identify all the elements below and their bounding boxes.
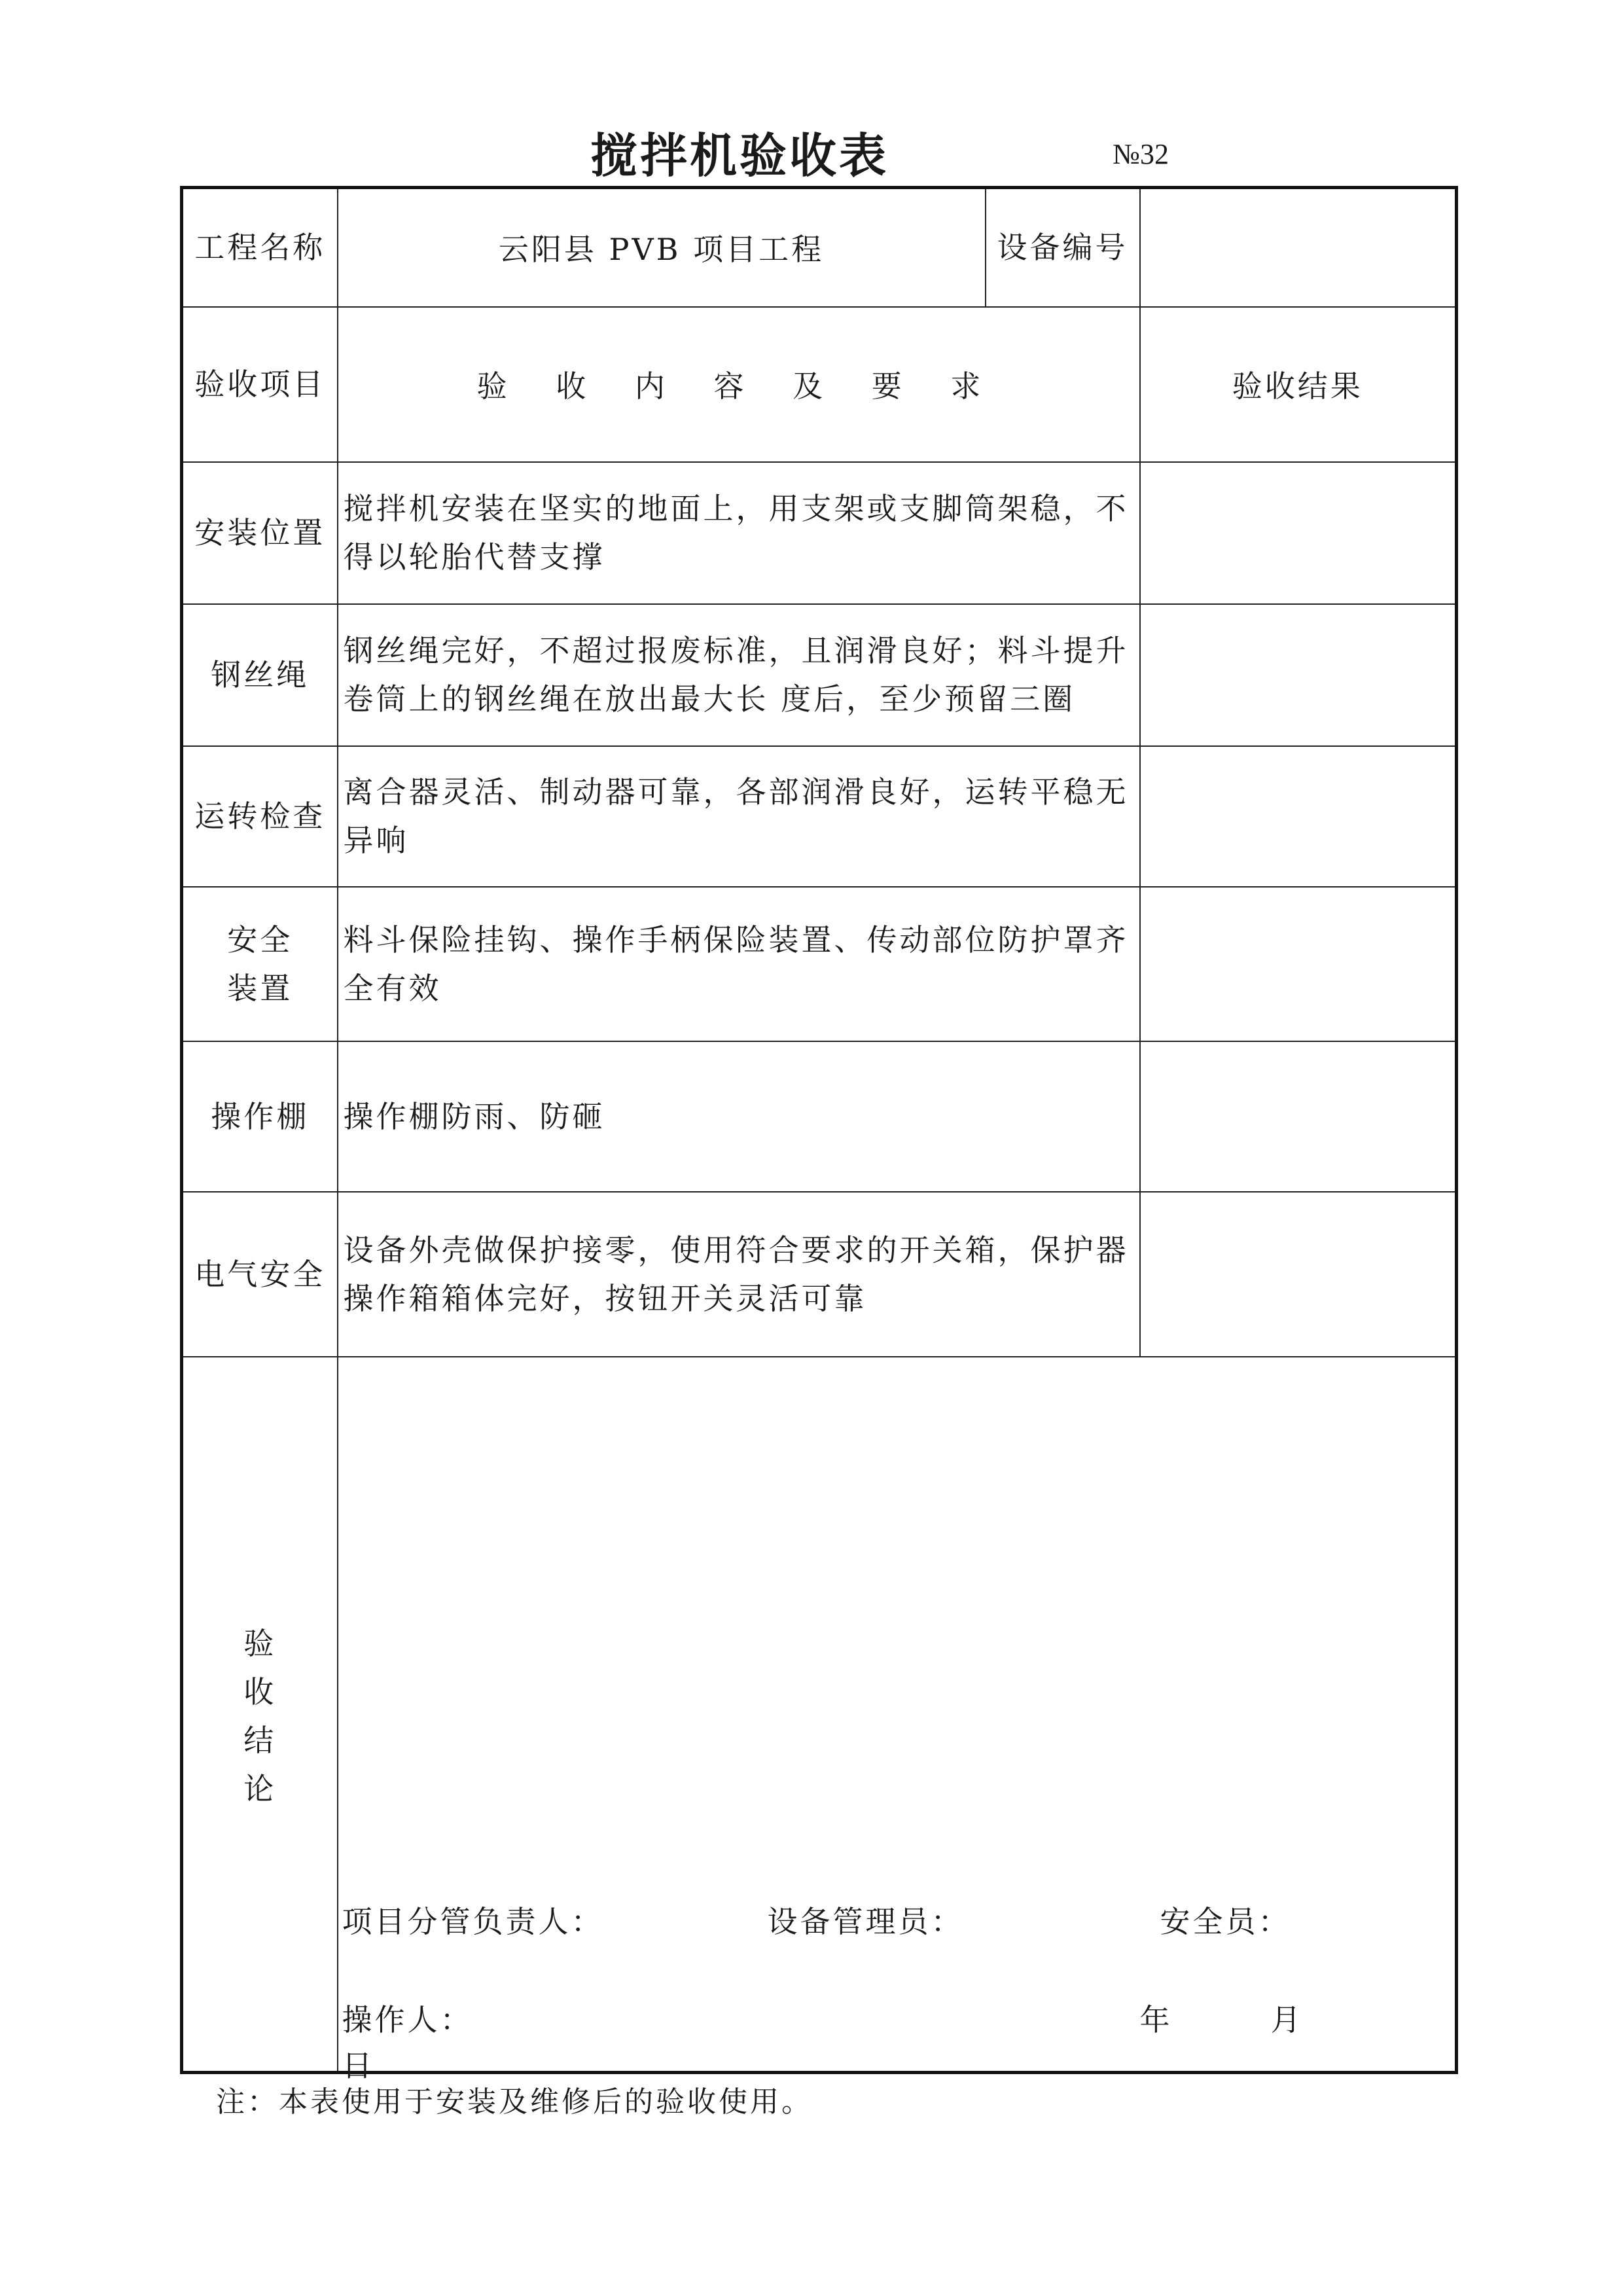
document-number: №32 xyxy=(1113,138,1169,170)
project-manager-signature: 项目分管负责人： xyxy=(342,1903,604,1939)
row-content-line: 操作箱箱体完好，按钮开关灵活可靠 xyxy=(343,1280,867,1316)
footnote: 注：本表使用于安装及维修后的验收使用。 xyxy=(216,2085,813,2119)
row-content xyxy=(338,887,1140,1041)
column-item-header: 验收项目 xyxy=(182,307,338,462)
row-result xyxy=(1140,462,1457,604)
row-content-line: 钢丝绳完好，不超过报废标准，且润滑良好；料斗提升 xyxy=(343,633,1129,668)
row-content xyxy=(338,462,1140,604)
column-content-header-text: 验 收 内 容 及 要 求 xyxy=(476,368,1001,404)
row-label-line: 钢丝绳 xyxy=(211,657,310,692)
row-result xyxy=(1140,887,1457,1041)
row-label-line: 安装位置 xyxy=(194,515,326,550)
column-content-header xyxy=(338,307,1140,462)
equipment-number-label: 设备编号 xyxy=(986,188,1140,307)
check-row-install-position xyxy=(182,462,1457,604)
check-row-operation-shed xyxy=(182,1041,1457,1192)
check-row-operation xyxy=(182,746,1457,887)
row-result xyxy=(1140,604,1457,746)
conclusion-label-char: 论 xyxy=(243,1770,277,1806)
column-header-row xyxy=(182,307,1457,462)
row-content xyxy=(338,1192,1140,1357)
equipment-manager-signature: 设备管理员： xyxy=(767,1903,964,1939)
row-label-line: 装置 xyxy=(227,970,293,1006)
date-day: 日 xyxy=(342,2047,375,2083)
project-name-value: 云阳县 PVB 项目工程 xyxy=(338,188,986,307)
equipment-number-value xyxy=(1140,188,1457,307)
row-label xyxy=(182,462,338,604)
row-label-line: 操作棚 xyxy=(211,1098,310,1134)
check-row-wire-rope xyxy=(182,604,1457,746)
conclusion-content xyxy=(338,1357,1457,2083)
column-result-header: 验收结果 xyxy=(1140,307,1457,462)
row-label-line: 安全 xyxy=(227,922,293,958)
row-result xyxy=(1140,746,1457,887)
row-content-line: 得以轮胎代替支撑 xyxy=(343,539,605,575)
conclusion-label xyxy=(182,1357,338,2073)
row-content-line: 料斗保险挂钩、操作手柄保险装置、传动部位防护罩齐 xyxy=(343,922,1129,958)
check-row-safety-device xyxy=(182,887,1457,1041)
row-content-line: 搅拌机安装在坚实的地面上，用支架或支脚筒架稳，不 xyxy=(343,491,1129,526)
date-month: 月 xyxy=(1270,2001,1304,2037)
conclusion-row xyxy=(182,1357,1457,2073)
row-content-line: 异响 xyxy=(343,823,409,858)
row-content-line: 卷筒上的钢丝绳在放出最大长 度后，至少预留三圈 xyxy=(343,681,1076,717)
row-label-line: 电气安全 xyxy=(194,1256,326,1292)
row-label-line: 运转检查 xyxy=(194,798,326,834)
conclusion-label-char: 收 xyxy=(243,1674,277,1710)
row-content xyxy=(338,1041,1140,1192)
operator-signature: 操作人： xyxy=(342,2001,473,2037)
row-content-line: 设备外壳做保护接零，使用符合要求的开关箱，保护器 xyxy=(343,1232,1129,1268)
row-content-line: 全有效 xyxy=(343,970,442,1006)
row-content-line: 离合器灵活、制动器可靠，各部润滑良好，运转平稳无 xyxy=(343,774,1129,810)
row-label xyxy=(182,887,338,1041)
signature-row xyxy=(342,1897,1455,1946)
date-year: 年 xyxy=(1139,2001,1173,2037)
acceptance-table xyxy=(180,186,1458,2083)
check-row-electrical-safety xyxy=(182,1192,1457,1357)
safety-officer-signature: 安全员： xyxy=(1160,1903,1291,1939)
row-label xyxy=(182,1192,338,1357)
project-name-label: 工程名称 xyxy=(182,188,338,307)
row-content xyxy=(338,746,1140,887)
conclusion-label-char: 验 xyxy=(243,1625,277,1661)
row-label xyxy=(182,604,338,746)
row-result xyxy=(1140,1041,1457,1192)
conclusion-label-char: 结 xyxy=(243,1722,277,1758)
row-result xyxy=(1140,1192,1457,1357)
project-row xyxy=(182,188,1457,307)
row-content-line: 操作棚防雨、防砸 xyxy=(343,1098,605,1134)
page-title: 搅拌机验收表 xyxy=(590,128,889,183)
row-label xyxy=(182,746,338,887)
row-label xyxy=(182,1041,338,1192)
row-content xyxy=(338,604,1140,746)
